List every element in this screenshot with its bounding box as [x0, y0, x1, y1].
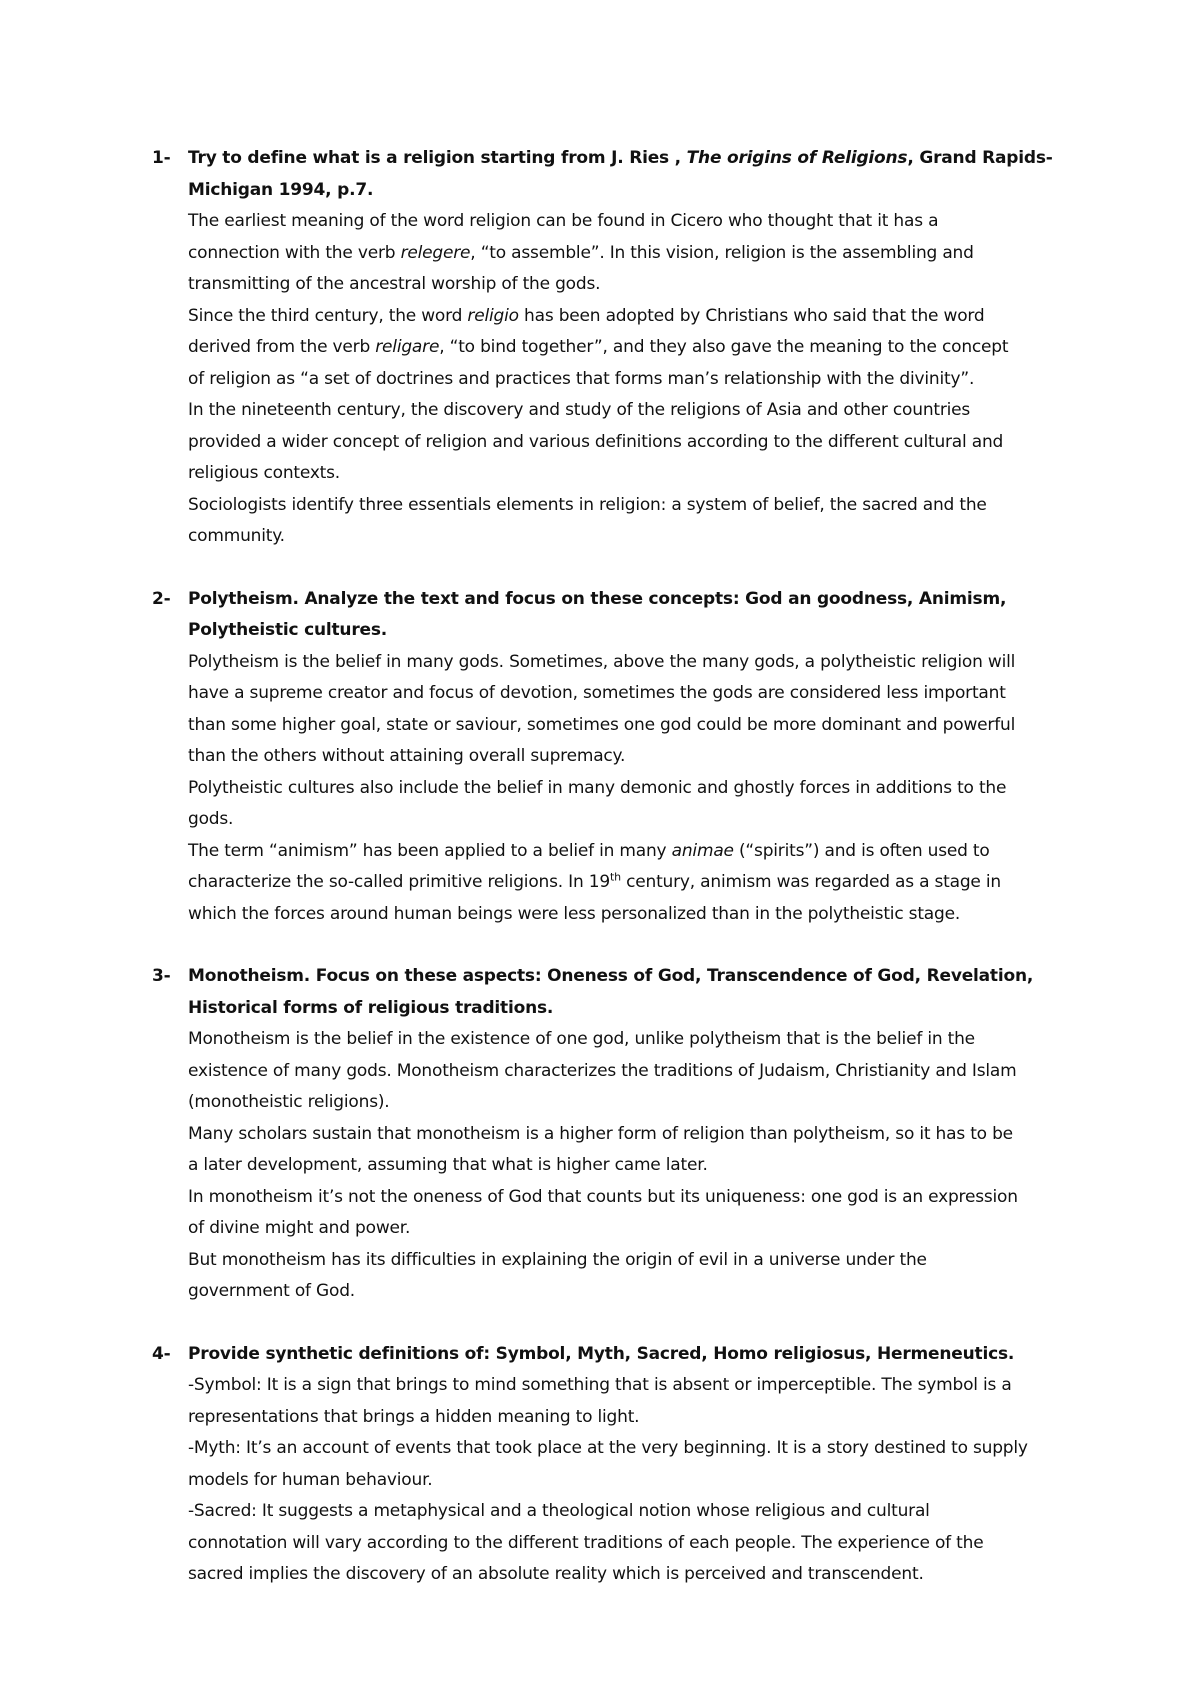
text-run: have a supreme creator and focus of devotion, sometimes the gods are considered less important: [188, 683, 1006, 703]
answer-line: [188, 521, 1112, 553]
text-run: gods.: [188, 809, 234, 829]
text-run: connotation will vary according to the different traditions of each people. The experience of the: [188, 1532, 984, 1553]
answer-line: [188, 1245, 1112, 1277]
text-run: Provide synthetic definitions of: Symbol, Myth, Sacred, Homo religiosus, Hermeneutics.: [188, 1343, 1015, 1364]
text-run: Sociologists identify three essentials elements in religion: a system of belief, the sacred and the: [188, 494, 987, 515]
answer-line: [188, 1433, 1112, 1465]
text-run: transmitting of the ancestral worship of the gods.: [188, 274, 601, 294]
text-run: In monotheism it’s not the oneness of God that counts but its uniqueness: one god is an expression: [188, 1186, 1018, 1207]
text-run: -Symbol: It is a sign that brings to mind something that is absent or imperceptible. The symbol is a: [188, 1375, 1012, 1395]
answer-line: [188, 206, 1112, 238]
text-run: , “to assemble”. In this vision, religion is the assembling and: [470, 242, 974, 263]
text-run: existence of many gods. Monotheism characterizes the traditions of Judaism, Christianity and Islam: [188, 1060, 1017, 1081]
question-number: 4-: [152, 1343, 171, 1364]
text-run: provided a wider concept of religion and various definitions according to the different cultural and: [188, 431, 1004, 452]
answer-line: [188, 1087, 1112, 1119]
text-run: Since the third century, the word: [188, 305, 468, 326]
text-run: than some higher goal, state or saviour, sometimes one god could be more dominant and powerful: [188, 714, 1016, 735]
text-run: -Sacred: It suggests a metaphysical and a theological notion whose religious and cultural: [188, 1501, 930, 1521]
text-run: of divine might and power.: [188, 1218, 411, 1238]
answer-line: [188, 741, 1112, 773]
answer-line: [188, 1465, 1112, 1497]
question-title-line: [188, 993, 1112, 1025]
italic-term: relegere: [400, 242, 471, 263]
text-run: representations that brings a hidden meaning to light.: [188, 1406, 640, 1427]
answer-line: [188, 458, 1112, 490]
question-content: [188, 143, 1112, 553]
answer-line: [188, 1182, 1112, 1214]
answer-line: [188, 269, 1112, 301]
text-run: Polytheism is the belief in many gods. Sometimes, above the many gods, a polytheistic religion will: [188, 651, 1016, 672]
question-section: [152, 584, 1112, 931]
question-title-line: [188, 615, 1112, 647]
question-title-line: [188, 1339, 1112, 1371]
answer-line: [188, 1402, 1112, 1434]
answer-line: [188, 301, 1112, 333]
answer-line: [188, 1528, 1112, 1560]
text-run: sacred implies the discovery of an absolute reality which is perceived and transcendent.: [188, 1564, 924, 1584]
text-run: Many scholars sustain that monotheism is a higher form of religion than polytheism, so it has to be: [188, 1123, 1013, 1144]
text-run: Try to define what is a religion starting from J. Ries ,: [188, 148, 687, 168]
answer-line: [188, 490, 1112, 522]
answer-line: [188, 1024, 1112, 1056]
text-run: (“spirits”) and is often used to: [733, 840, 990, 861]
italic-term: religare: [375, 337, 440, 357]
answer-line: [188, 710, 1112, 742]
answer-line: [188, 1213, 1112, 1245]
text-run: The earliest meaning of the word religion can be found in Cicero who thought that it has a: [188, 211, 939, 231]
answer-line: [188, 1119, 1112, 1151]
question-content: [188, 1339, 1112, 1591]
text-run: But monotheism has its difficulties in explaining the origin of evil in a universe under the: [188, 1249, 927, 1270]
question-section: [152, 961, 1112, 1308]
text-run: of religion as “a set of doctrines and practices that forms man’s relationship with the divinity”.: [188, 368, 975, 389]
question-content: [188, 584, 1112, 931]
text-run: , “to bind together”, and they also gave the meaning to the concept: [439, 337, 1009, 357]
text-run: characterize the so-called primitive religions. In 19: [188, 872, 610, 892]
answer-line: [188, 238, 1112, 270]
ordinal-superscript: th: [610, 870, 621, 884]
text-run: derived from the verb: [188, 337, 376, 357]
text-run: has been adopted by Christians who said that the word: [518, 305, 985, 326]
answer-line: [188, 804, 1112, 836]
question-content: [188, 961, 1112, 1308]
answer-line: [188, 1559, 1112, 1591]
answer-line: [188, 773, 1112, 805]
question-section: [152, 1339, 1112, 1591]
question-section: [152, 143, 1112, 553]
answer-line: [188, 1370, 1112, 1402]
text-run: century, animism was regarded as a stage in: [620, 872, 1001, 892]
text-run: community.: [188, 526, 285, 546]
question-title-line: [188, 143, 1112, 175]
question-number: 3-: [152, 966, 171, 986]
italic-term: The origins of Religions: [686, 148, 908, 168]
answer-line: [188, 1276, 1112, 1308]
italic-term: animae: [671, 840, 734, 861]
text-run: a later development, assuming that what is higher came later.: [188, 1155, 708, 1175]
question-title-line: [188, 175, 1112, 207]
question-list: [152, 143, 1112, 1591]
question-number: 2-: [152, 588, 171, 609]
text-run: Polytheism. Analyze the text and focus on these concepts: God an goodness, Animism,: [188, 588, 1007, 609]
question-title-line: [188, 584, 1112, 616]
answer-line: [188, 647, 1112, 679]
answer-line: [188, 1496, 1112, 1528]
text-run: which the forces around human beings were less personalized than in the polytheistic stage.: [188, 903, 961, 924]
answer-line: [188, 867, 1112, 899]
text-run: models for human behaviour.: [188, 1469, 433, 1490]
text-run: Polytheistic cultures.: [188, 620, 388, 640]
answer-line: [188, 678, 1112, 710]
answer-line: [188, 1056, 1112, 1088]
text-run: religious contexts.: [188, 463, 341, 483]
text-run: Polytheistic cultures also include the belief in many demonic and ghostly forces in additions to the: [188, 777, 1007, 798]
text-run: connection with the verb: [188, 242, 401, 263]
answer-line: [188, 836, 1112, 868]
text-run: In the nineteenth century, the discovery and study of the religions of Asia and other countries: [188, 400, 971, 420]
text-run: Michigan 1994, p.7.: [188, 179, 374, 200]
text-run: Historical forms of religious traditions.: [188, 997, 554, 1018]
answer-line: [188, 395, 1112, 427]
text-run: (monotheistic religions).: [188, 1092, 390, 1112]
text-run: , Grand Rapids-: [907, 148, 1053, 168]
answer-line: [188, 899, 1112, 931]
question-title-line: [188, 961, 1112, 993]
text-run: The term “animism” has been applied to a belief in many: [188, 840, 672, 861]
text-run: Monotheism. Focus on these aspects: Oneness of God, Transcendence of God, Revelation,: [188, 966, 1034, 986]
question-number: 1-: [152, 148, 171, 168]
text-run: than the others without attaining overall supremacy.: [188, 746, 626, 766]
italic-term: religio: [467, 305, 519, 326]
answer-line: [188, 1150, 1112, 1182]
text-run: government of God.: [188, 1281, 355, 1301]
answer-line: [188, 427, 1112, 459]
text-run: -Myth: It’s an account of events that took place at the very beginning. It is a story destined to supply: [188, 1438, 1028, 1458]
answer-line: [188, 364, 1112, 396]
answer-line: [188, 332, 1112, 364]
text-run: Monotheism is the belief in the existence of one god, unlike polytheism that is the belief in the: [188, 1029, 975, 1049]
